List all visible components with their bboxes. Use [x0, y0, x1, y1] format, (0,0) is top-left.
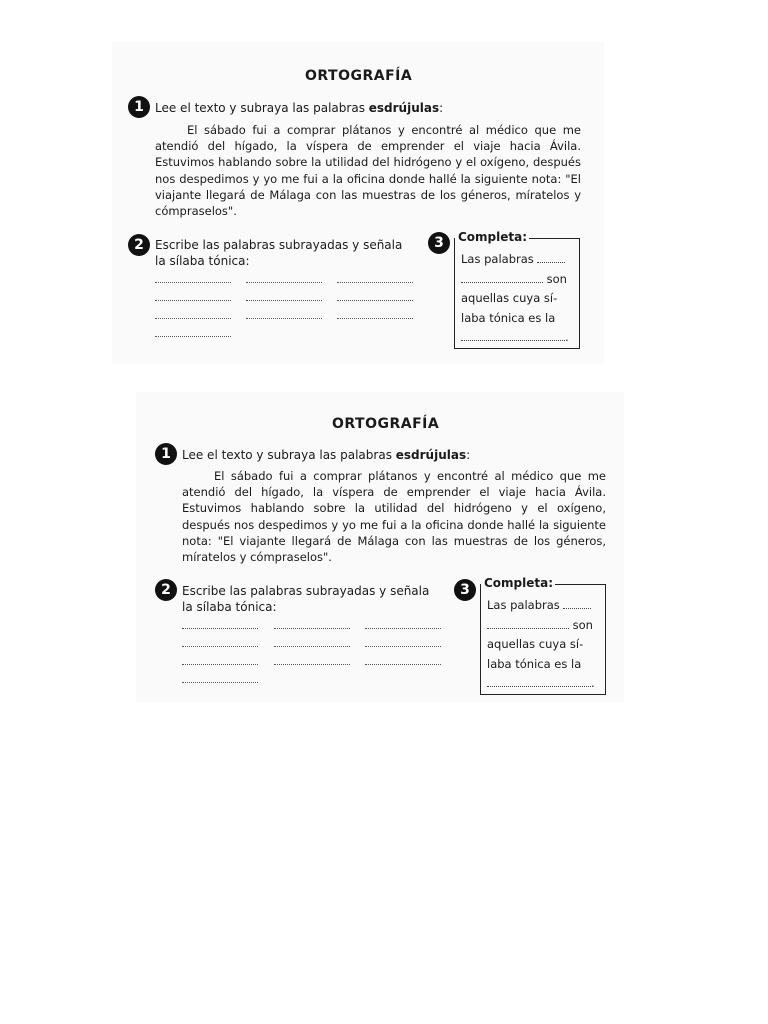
answer-line[interactable] — [274, 628, 350, 629]
instruction-text: Lee el texto y subraya las palabras — [182, 448, 396, 462]
answer-line[interactable] — [365, 628, 441, 629]
answer-line[interactable] — [365, 664, 441, 665]
completa-line-1: Las palabras — [461, 252, 534, 266]
exercise-2-instruction — [155, 237, 425, 269]
exercise-2-line-1: Escribe las palabras subrayadas y señala — [155, 238, 403, 252]
blank-fill[interactable] — [461, 331, 565, 341]
answer-line[interactable] — [246, 318, 322, 319]
answer-line[interactable] — [274, 646, 350, 647]
answer-line[interactable] — [182, 664, 258, 665]
box-top-border — [550, 584, 606, 585]
instruction-bold: esdrújulas — [368, 101, 440, 115]
answer-line[interactable] — [337, 282, 413, 283]
blank-fill[interactable] — [563, 599, 591, 609]
completa-line-2: son — [546, 271, 567, 286]
instruction-suffix: : — [466, 448, 471, 462]
completa-line-3: aquellas cuya sí- — [461, 291, 558, 305]
exercise-1-instruction — [182, 447, 612, 463]
exercise-2-line-2: la sílaba tónica: — [155, 254, 250, 268]
blank-fill[interactable] — [461, 273, 543, 283]
exercise-2-number: 2 — [155, 579, 177, 601]
answer-line[interactable] — [365, 646, 441, 647]
answer-line[interactable] — [155, 318, 231, 319]
blank-fill[interactable] — [487, 619, 569, 629]
answer-line[interactable] — [182, 682, 258, 683]
completa-line-1: Las palabras — [487, 598, 560, 612]
exercise-3-number: 3 — [428, 232, 450, 254]
exercise-1-instruction — [155, 100, 595, 116]
exercise-2-number: 2 — [128, 234, 150, 256]
completa-line-4: laba tónica es la — [461, 310, 556, 325]
answer-line[interactable] — [246, 300, 322, 301]
blank-fill[interactable] — [537, 253, 565, 263]
exercise-1-paragraph: El sábado fui a comprar plátanos y encontré al médico que me atendió del hígado, la víspera de emprender el viaje hacia Ávila. Estuvimos hablando sobre la utilidad del hidrógeno y el oxígeno, después nos despedimos y yo me fui a la oficina donde hallé la siguiente nota: "El viajante llegará de Málaga con las muestras de los géneros, míratelos y cómpraselos". — [182, 469, 606, 565]
exercise-1-number: 1 — [128, 96, 150, 118]
completa-title: Completa: — [484, 576, 554, 590]
blank-fill[interactable] — [487, 677, 591, 687]
answer-line[interactable] — [337, 318, 413, 319]
completa-line-3: aquellas cuya sí- — [487, 637, 584, 651]
answer-line[interactable] — [274, 664, 350, 665]
instruction-suffix: : — [439, 101, 444, 115]
completa-line-2: son — [572, 617, 593, 632]
exercise-1-paragraph: El sábado fui a comprar plátanos y encontré al médico que me atendió del hígado, la víspera de emprender el viaje hacia Ávila. Estuvimos hablando sobre la utilidad del hidrógeno y el oxígeno, después nos despedimos y yo me fui a la oficina donde hallé la siguiente nota: "El viajante llegará de Málaga con las muestras de los géneros, míratelos y cómpraselos". — [155, 123, 581, 219]
answer-line[interactable] — [182, 646, 258, 647]
answer-line[interactable] — [155, 282, 231, 283]
completa-line-4: laba tónica es la — [487, 656, 582, 671]
answer-line[interactable] — [337, 300, 413, 301]
exercise-2-line-1: Escribe las palabras subrayadas y señala — [182, 584, 430, 598]
answer-line[interactable] — [246, 282, 322, 283]
exercise-1-number: 1 — [155, 443, 177, 465]
answer-line[interactable] — [155, 300, 231, 301]
completa-line-5-end: . — [591, 676, 595, 690]
worksheet-2 — [136, 392, 624, 702]
answer-line[interactable] — [155, 336, 231, 337]
worksheet-title: ORTOGRAFÍA — [332, 416, 440, 432]
box-top-border — [524, 238, 580, 239]
exercise-2-line-2: la sílaba tónica: — [182, 600, 277, 614]
answer-line[interactable] — [182, 628, 258, 629]
completa-line-5-end: . — [565, 330, 569, 344]
exercise-2-instruction — [182, 583, 452, 615]
completa-title: Completa: — [458, 230, 528, 244]
instruction-bold: esdrújulas — [395, 448, 467, 462]
worksheet-title: ORTOGRAFÍA — [305, 68, 413, 84]
worksheet-1 — [112, 42, 604, 364]
completa-text — [487, 596, 605, 694]
instruction-text: Lee el texto y subraya las palabras — [155, 101, 369, 115]
completa-text — [461, 250, 579, 348]
exercise-3-number: 3 — [454, 579, 476, 601]
